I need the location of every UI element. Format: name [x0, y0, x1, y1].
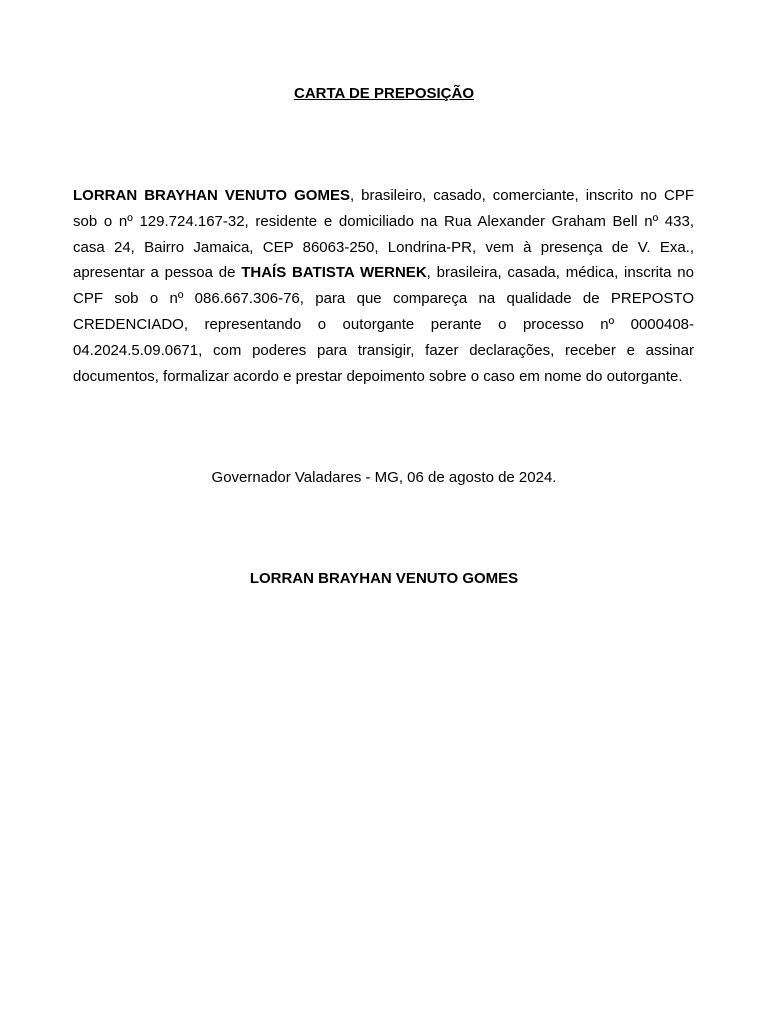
representative-name: THAÍS BATISTA WERNEK	[241, 264, 427, 282]
place-and-date: Governador Valadares - MG, 06 de agosto de 2024.	[211, 469, 557, 486]
paragraph-text-part2: , brasileira, casada, médica, inscrita no CPF sob o nº 086.667.306-76, para que compareça na qualidade de PREPOSTO CREDENCIADO, representando o outorgante perante o processo nº 0000408-04.2024.5.09.0671, com poderes para transigir, fazer declarações, receber e assinar documentos, formalizar acordo e prestar depoimento sobre o caso em nome do outorgante.	[73, 264, 694, 385]
paragraph-text-part1: , brasileiro, casado, comerciante, inscrito no CPF sob o nº 129.724.167-32, residente e domiciliado na Rua Alexander Graham Bell nº 433, casa 24, Bairro Jamaica, CEP 86063-250, Londrina-PR, vem à presença de V. Exa., apresentar a pessoa de	[73, 187, 694, 282]
body-paragraph	[73, 183, 694, 389]
grantor-name: LORRAN BRAYHAN VENUTO GOMES	[73, 187, 350, 204]
signature-name: LORRAN BRAYHAN VENUTO GOMES	[249, 570, 519, 587]
document-title: CARTA DE PREPOSIÇÃO	[293, 85, 474, 102]
